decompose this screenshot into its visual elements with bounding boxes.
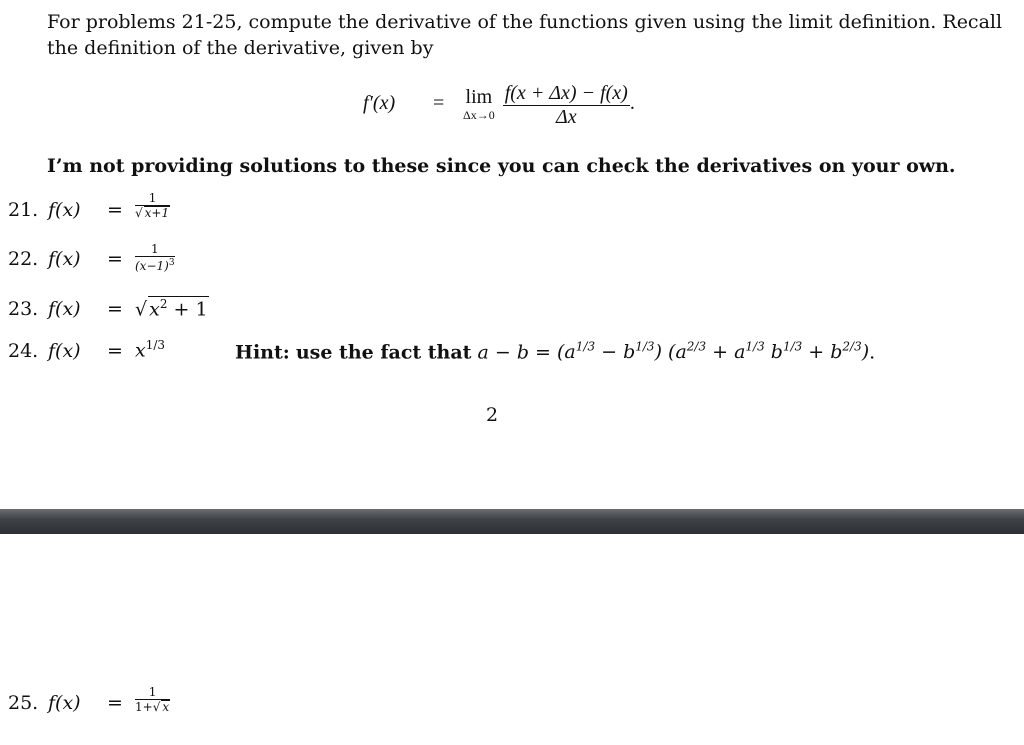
numerator: 1 (148, 685, 157, 699)
problem-lhs: f(x) (48, 340, 81, 362)
intro-line-2: the definition of the derivative, given by (47, 37, 434, 59)
hint-factor-1: $(a^{1/3} - b^{1/3})$ (557, 340, 662, 364)
problem-number: 21. (8, 199, 39, 221)
hint-factor-2: ($a^{2/3} + a^{1/3}$ $b^{1/3} + b^{2/3}$) (668, 340, 870, 364)
problem-equals: = (107, 199, 123, 221)
problem-equals: = (107, 340, 123, 362)
notice-text: I’m not providing solutions to these since you can check the derivatives on your own. (47, 155, 956, 177)
intro-paragraph (47, 9, 1007, 61)
problem-lhs: f(x) (48, 199, 81, 221)
quotient-numerator: f(x + Δx) − f(x) (504, 82, 628, 104)
quotient-denominator: Δx (555, 106, 577, 128)
hint-text: use the fact that (295, 341, 472, 364)
radicand-base: x (149, 298, 160, 321)
problem-equals: = (107, 692, 123, 714)
problem-equals: = (107, 298, 123, 320)
radicand-exponent: 2 (159, 297, 168, 311)
intro-line-1: For problems 21-25, compute the derivative of the functions given using the limit definition. Recall (47, 11, 1003, 33)
derivative-definition (363, 78, 635, 129)
problem-lhs: f(x) (48, 298, 81, 320)
definition-lhs: f′(x) (363, 92, 396, 114)
base: x (135, 339, 146, 362)
problem-lhs: f(x) (48, 248, 81, 270)
hint-label: Hint: (235, 341, 290, 364)
problem-lhs: f(x) (48, 692, 81, 714)
limit-operator (463, 86, 495, 121)
denominator-prefix: 1+ (135, 700, 153, 714)
hint-period: . (869, 341, 876, 364)
numerator: 1 (150, 242, 159, 256)
denominator-base: (x−1) (135, 259, 169, 273)
problem-number: 22. (8, 248, 39, 270)
lim-subscript: Δx→0 (463, 108, 495, 122)
page-separator (0, 509, 1024, 534)
problem-number: 24. (8, 340, 39, 362)
denominator: 1+√ x (135, 700, 170, 714)
denominator: √ x+1 (135, 206, 170, 220)
radicand-rest: + 1 (167, 298, 208, 321)
problem-equals: = (107, 248, 123, 270)
fraction (135, 192, 170, 220)
denominator-exponent: 3 (168, 258, 175, 268)
radicand: x (162, 700, 170, 714)
difference-quotient (503, 82, 630, 129)
lim-text: lim (465, 86, 493, 108)
problem-number: 25. (8, 692, 39, 714)
radicand (148, 296, 208, 320)
page-number: 2 (486, 404, 499, 426)
numerator: 1 (148, 191, 157, 205)
exponent: 1/3 (145, 338, 166, 352)
definition-equals: = (433, 92, 445, 114)
problem-21-expression (135, 192, 170, 220)
definition-period: . (629, 92, 635, 114)
denominator (135, 257, 175, 273)
problem-25-expression (135, 686, 170, 714)
hint-expr-lhs: a − b = (477, 341, 551, 364)
problem-22-expression (135, 243, 175, 273)
hint (235, 340, 875, 363)
fraction (135, 686, 170, 714)
problem-24-expression (135, 338, 165, 361)
problem-number: 23. (8, 298, 39, 320)
radicand: x+1 (144, 206, 170, 220)
problem-23-expression: √ $x^2 + 1$ (135, 297, 208, 321)
fraction (135, 243, 175, 273)
